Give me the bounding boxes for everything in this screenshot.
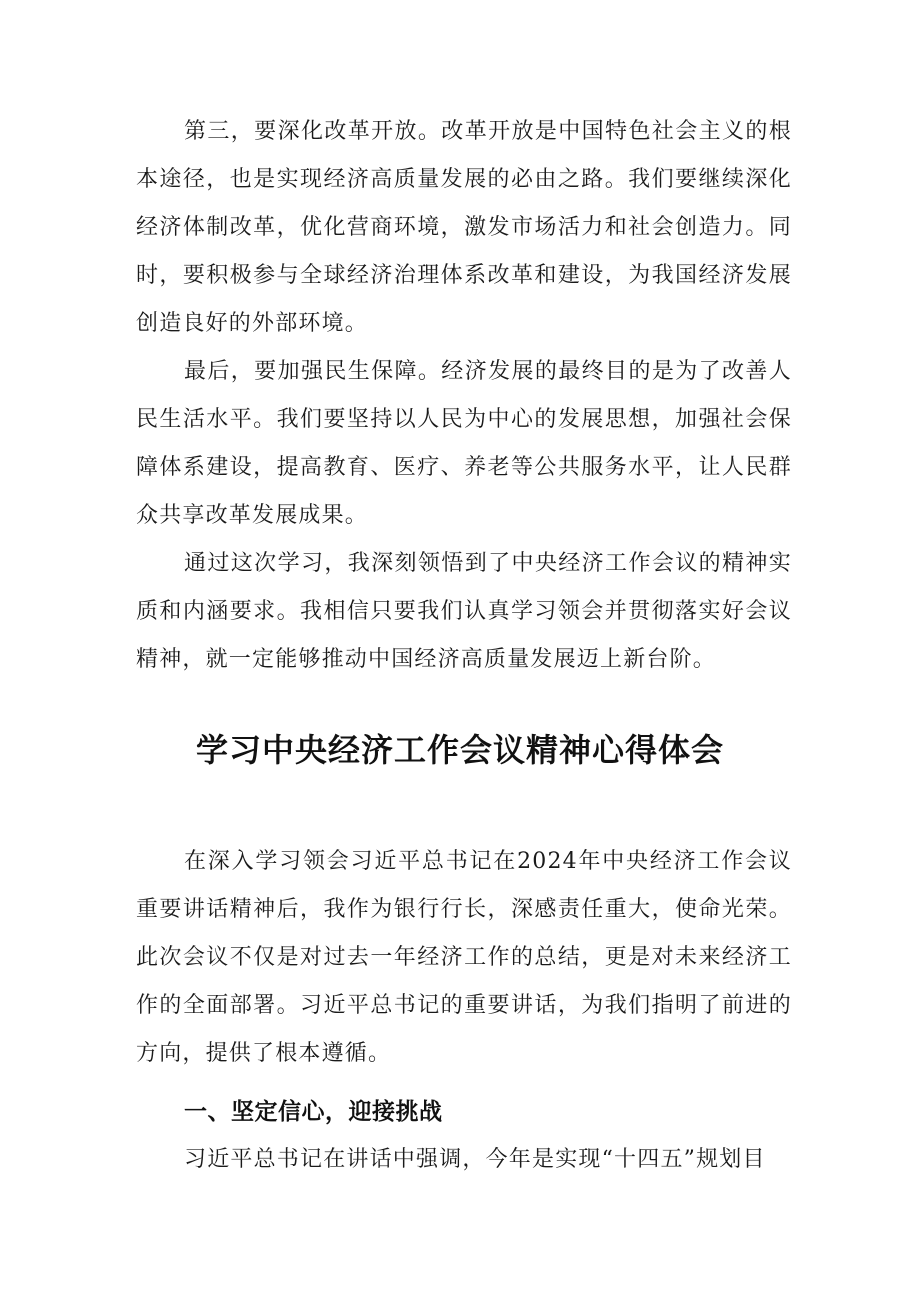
- paragraph-conclusion: 通过这次学习，我深刻领悟到了中央经济工作会议的精神实质和内涵要求。我相信只要我们认真学习领会并贯彻落实好会议精神，就一定能够推动中国经济高质量发展迈上新台阶。: [136, 551, 792, 672]
- paragraph-livelihood: 最后，要加强民生保障。经济发展的最终目的是为了改善人民生活水平。我们要坚持以人民为中心的发展思想，加强社会保障体系建设，提高教育、医疗、养老等公共服务水平，让人民群众共享改革发展成果。: [136, 359, 792, 528]
- paragraph-section-start: 习近平总书记在讲话中强调，今年是实现“十四五”规划目: [184, 1147, 766, 1172]
- document-title: 学习中央经济工作会议精神心得体会: [195, 731, 724, 769]
- paragraph-intro: 在深入学习领会习近平总书记在2024年中央经济工作会议重要讲话精神后，我作为银行行长，深感责任重大，使命光荣。此次会议不仅是对过去一年经济工作的总结，更是对未来经济工作的全面部署。习近平总书记的重要讲话，为我们指明了前进的方向，提供了根本遵循。: [136, 849, 792, 1066]
- paragraph-deepen-reform: 第三，要深化改革开放。改革开放是中国特色社会主义的根本途径，也是实现经济高质量发展的必由之路。我们要继续深化经济体制改革，优化营商环境，激发市场活力和社会创造力。同时，要积极参与全球经济治理体系改革和建设，为我国经济发展创造良好的外部环境。: [136, 119, 792, 336]
- section-heading: 一、坚定信心，迎接挑战: [184, 1099, 443, 1125]
